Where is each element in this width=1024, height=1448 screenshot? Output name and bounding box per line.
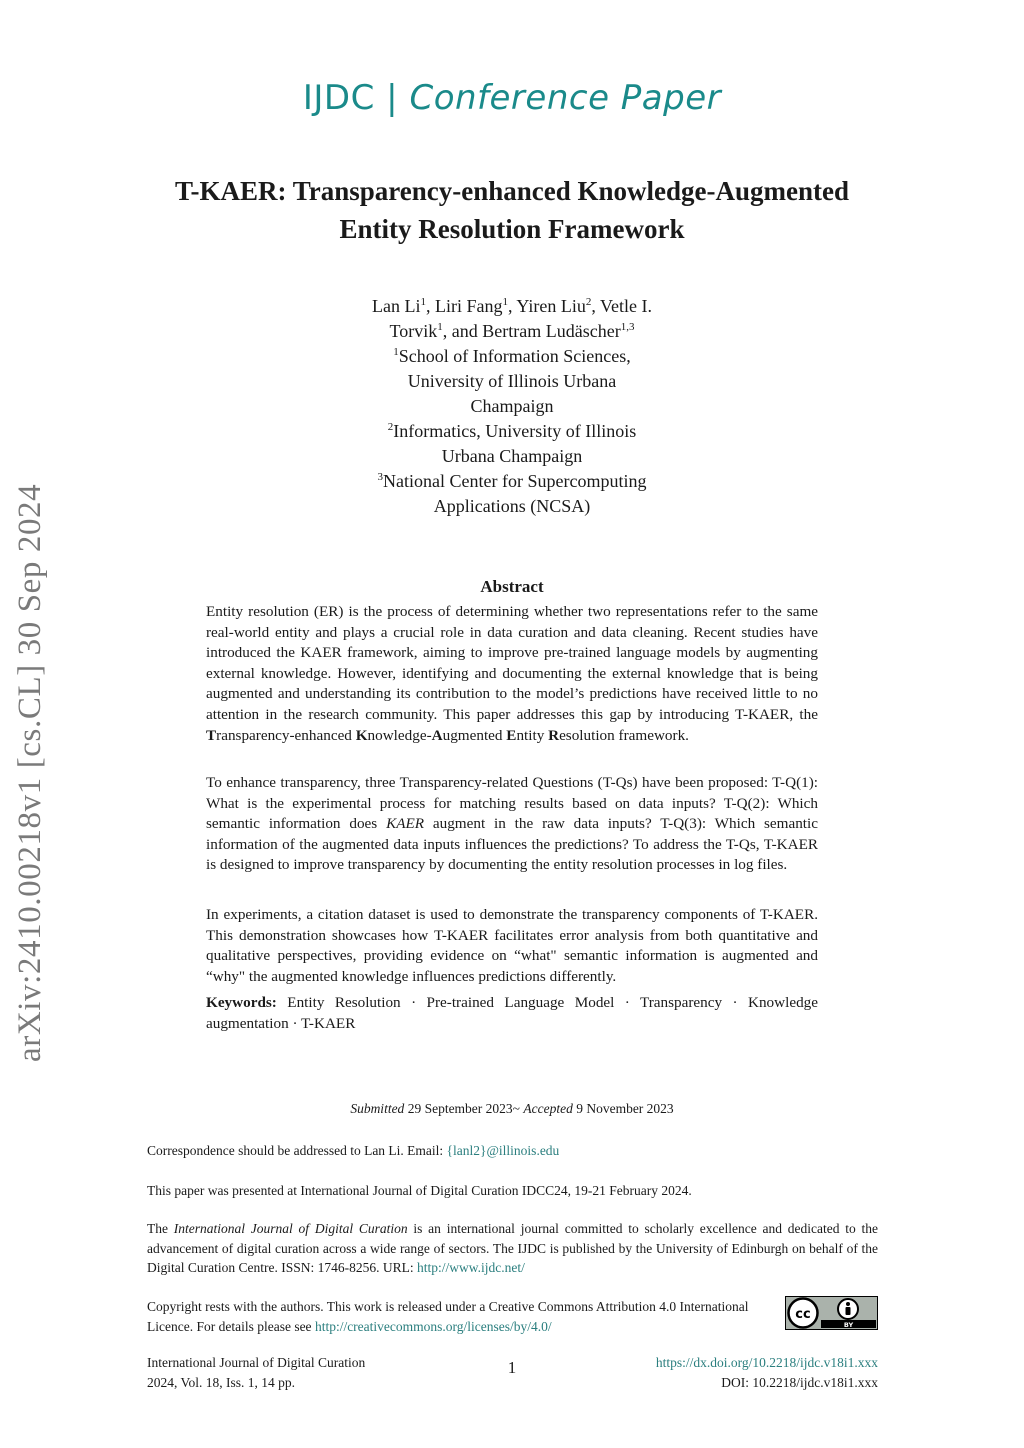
affiliation-2-cont: Urbana Champaign (441, 446, 583, 466)
license-url-link[interactable]: http://creativecommons.org/licenses/by/4.0/ (314, 1318, 552, 1334)
author-name: Yiren Liu (516, 296, 586, 316)
author-line-1: Lan Li$^1$, Liri Fang$^1$, Yiren Liu$^2$, Vetle I. (372, 296, 652, 316)
by-label: BY (843, 1321, 854, 1329)
keywords: Keywords: Entity Resolution · Pre-trained Language Model · Transparency · Knowledge augmentation · T-KAER (206, 994, 818, 1032)
page-number: 1 (507, 1358, 517, 1377)
author-name: Liri Fang (434, 296, 503, 316)
abstract-paragraph-3: In experiments, a citation dataset is used to demonstrate the transparency components of T-KAER. This demonstration showcases how T-KAER facilitates error analysis from both quantitative and qualitative perspectives, providing evidence on “what" semantic information is augmented and “why" the augmented knowledge influences predictions differently. (206, 906, 818, 985)
author-name: Torvik (389, 321, 438, 341)
cc-icon-text: cc (795, 1307, 811, 1322)
footer-doi-info (560, 1353, 878, 1392)
doi-link[interactable]: https://dx.doi.org/10.2218/ijdc.v18i1.xxx (655, 1355, 878, 1370)
footer-journal: International Journal of Digital Curation (147, 1355, 366, 1370)
affiliation-1: $^1$School of Information Sciences, (393, 346, 631, 366)
journal-url-link[interactable]: http://www.ijdc.net/ (416, 1260, 525, 1275)
author-name: Vetle I. (600, 296, 652, 316)
affiliation-3-cont: Applications (NCSA) (433, 496, 591, 516)
abstract-paragraph-2: To enhance transparency, three Transparency-related Questions (T-Qs) have been proposed: T-Q(1): What is the experimental process for matching results based on data inputs? T-Q(2): Which semantic information does KAER augment in the raw data inputs? T-Q(3): Which semantic information of the augmented data inputs influences the predictions? To address the T-Qs, T-KAER is designed to improve transparency by documenting the entity resolution processes in log files. (206, 774, 818, 874)
paper-title (120, 172, 904, 248)
affiliation-1-cont: Champaign (470, 396, 554, 416)
email-link[interactable]: {lanl2}@illinois.edu (446, 1143, 560, 1158)
abstract-paragraph-1: Entity resolution (ER) is the process of determining whether two representations refer to the same real-world entity and plays a crucial role in data curation and data cleaning. Recent studies have introduced the KAER framework, aiming to improve pre-trained language models by augmenting external knowledge. However, identifying and documenting the external knowledge that is being augmented and understanding its contribution to the model’s predictions have received little to no attention in the research community. This paper addresses this gap by introducing T-KAER, the Transparency-enhanced Knowledge-Augmented Entity Resolution framework. (206, 603, 818, 744)
title-line-2: Entity Resolution Framework (339, 214, 685, 244)
title-line-1: T-KAER: Transparency-enhanced Knowledge-Augmented (174, 176, 850, 206)
footer-doi: DOI: 10.2218/ijdc.v18i1.xxx (721, 1374, 878, 1390)
author-name: Lan Li (372, 296, 421, 316)
journal-description: The International Journal of Digital Curation is an international journal committed to scholarly excellence and dedicated to the advancement of digital curation across a wide range of sectors. The IJDC is published by the University of Edinburgh on behalf of the Digital Curation Centre. ISSN: 1746-8256. URL: http://www.ijdc.net/ (147, 1221, 878, 1275)
correspondence: Correspondence should be addressed to Lan Li. Email: {lanl2}@illinois.edu (147, 1143, 560, 1158)
author-line-2: Torvik$^1$, and Bertram Ludäscher$^{1,3}$ (389, 321, 635, 341)
footer-volume: 2024, Vol. 18, Iss. 1, 14 pp. (147, 1374, 296, 1390)
by-person-icon (846, 1302, 850, 1306)
cc-by-license-icon[interactable] (785, 1296, 878, 1330)
author-block (290, 294, 734, 519)
journal-abbrev: IJDC (302, 78, 375, 118)
presentation-note: This paper was presented at International Journal of Digital Curation IDCC24, 19-21 February 2024. (147, 1183, 692, 1198)
abstract-heading: Abstract (480, 577, 544, 596)
journal-header (0, 78, 1024, 118)
paper-type: Conference Paper (409, 78, 722, 118)
arxiv-identifier: arXiv:2410.00218v1 [cs.CL] 30 Sep 2024 (12, 483, 48, 1062)
author-name: Bertram Ludäscher (482, 321, 621, 341)
affiliation-1-cont: University of Illinois Urbana (407, 371, 617, 391)
affiliation-2: $^2$Informatics, University of Illinois (387, 421, 637, 441)
copyright-notice: Copyright rests with the authors. This work is released under a Creative Commons Attribution 4.0 International Licence. For details please see http://creativecommons.org/licenses/by/4.0/ (147, 1299, 749, 1334)
keywords-label: Keywords: (206, 994, 277, 1011)
submission-dates: Submitted 29 September 2023~ Accepted 9 November 2023 (350, 1101, 674, 1116)
affiliation-3: $^3$National Center for Supercomputing (377, 471, 647, 491)
header-separator: | (386, 78, 399, 118)
